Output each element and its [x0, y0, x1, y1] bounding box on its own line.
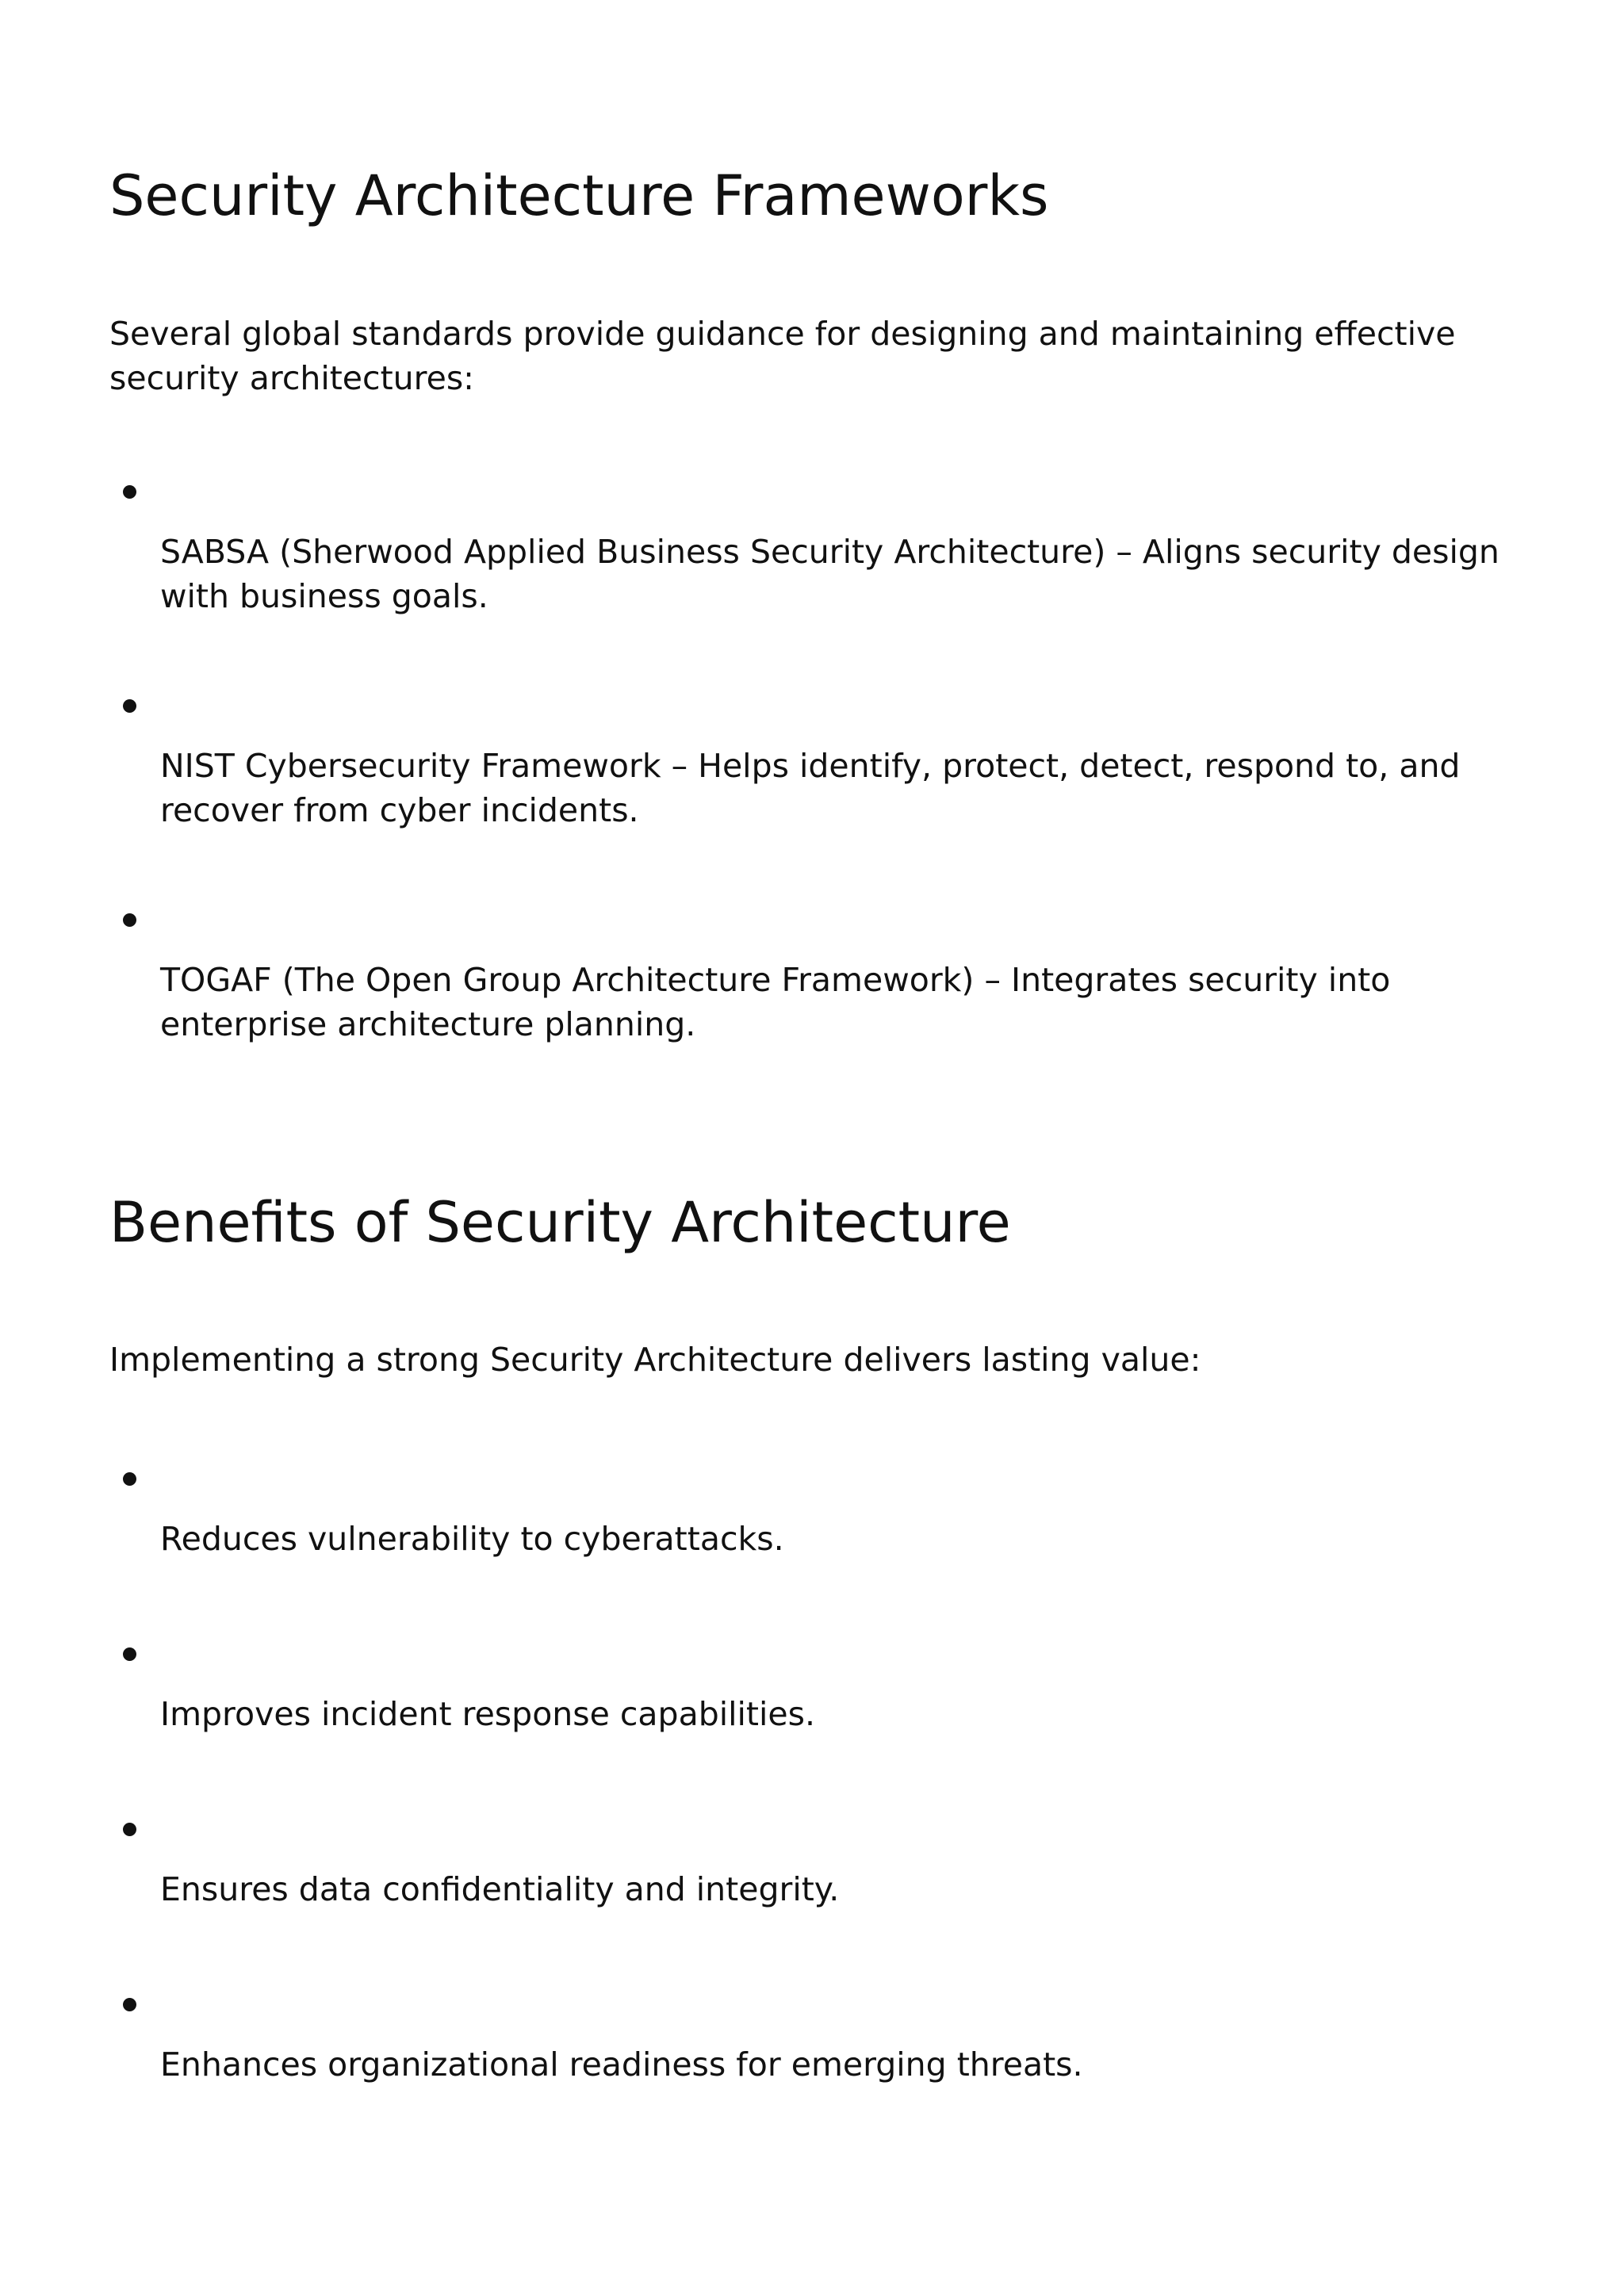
- benefits-intro-block: [109, 1337, 1521, 1382]
- bullet-icon: [123, 913, 136, 927]
- list-item-text: NIST Cybersecurity Framework – Helps identify, protect, detect, respond to, and recover from cyber incidents.: [160, 747, 1461, 829]
- frameworks-intro-block: [109, 312, 1521, 400]
- list-item-text: TOGAF (The Open Group Architecture Framework) – Integrates security into enterprise architecture planning.: [160, 961, 1391, 1043]
- frameworks-section: [109, 163, 1521, 229]
- frameworks-list: [109, 485, 1521, 1127]
- list-item-text: Improves incident response capabilities.: [160, 1695, 815, 1733]
- list-item: [109, 1647, 1521, 1823]
- list-item: [109, 1823, 1521, 1998]
- benefits-intro: Implementing a strong Security Architecture delivers lasting value:: [109, 1341, 1201, 1379]
- bullet-icon: [123, 1647, 136, 1661]
- bullet-icon: [123, 1998, 136, 2011]
- list-item-text: Enhances organizational readiness for emerging threats.: [160, 2045, 1083, 2084]
- list-item: [109, 913, 1521, 1127]
- list-item: [109, 485, 1521, 699]
- list-item: [109, 1472, 1521, 1647]
- list-item: [109, 699, 1521, 913]
- benefits-heading: Benefits of Security Architecture: [109, 1190, 1011, 1255]
- benefits-list: [109, 1472, 1521, 2173]
- bullet-icon: [123, 485, 136, 499]
- benefits-section: [109, 1189, 1521, 1256]
- list-item: [109, 1998, 1521, 2173]
- frameworks-intro: Several global standards provide guidance for designing and maintaining effective security architectures:: [109, 315, 1456, 397]
- bullet-icon: [123, 699, 136, 713]
- list-item-text: Reduces vulnerability to cyberattacks.: [160, 1520, 784, 1558]
- list-item-text: SABSA (Sherwood Applied Business Security Architecture) – Aligns security design with business goals.: [160, 533, 1500, 615]
- list-item-text: Ensures data confidentiality and integrity.: [160, 1870, 840, 1908]
- bullet-icon: [123, 1823, 136, 1836]
- bullet-icon: [123, 1472, 136, 1486]
- frameworks-heading: Security Architecture Frameworks: [109, 163, 1049, 228]
